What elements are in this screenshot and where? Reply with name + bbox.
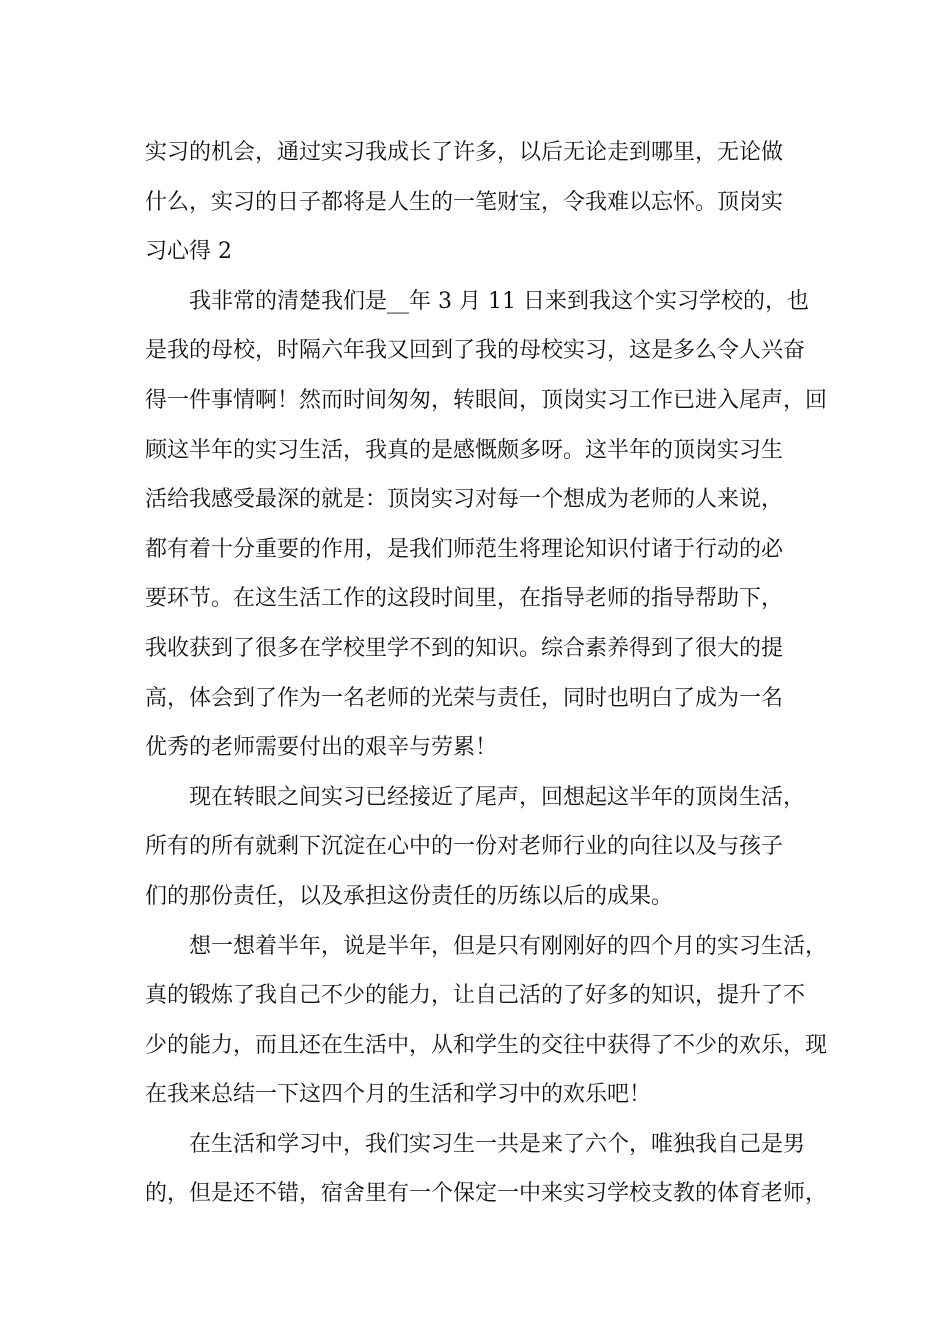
- text-line: 活给我感受最深的就是：顶岗实习对每一个想成为老师的人来说，: [145, 487, 784, 513]
- text-line: 优秀的老师需要付出的艰辛与劳累！: [145, 735, 498, 761]
- text-line: 少的能力，而且还在生活中，从和学生的交往中获得了不少的欢乐，现: [145, 1032, 828, 1058]
- text-line: 都有着十分重要的作用，是我们师范生将理论知识付诸于行动的必: [145, 536, 784, 562]
- text-line: 们的那份责任，以及承担这份责任的历练以后的成果。: [145, 883, 674, 909]
- text-line: 所有的所有就剩下沉淀在心中的一份对老师行业的向往以及与孩子: [145, 834, 784, 860]
- paragraph-start-line: 现在转眼之间实习已经接近了尾声，回想起这半年的顶岗生活，: [189, 784, 806, 810]
- text-line: 是我的母校，时隔六年我又回到了我的母校实习，这是多么令人兴奋: [145, 338, 806, 364]
- text-line: 高，体会到了作为一名老师的光荣与责任，同时也明白了成为一名: [145, 685, 784, 711]
- document-body: [145, 128, 835, 1219]
- text-line: 真的锻炼了我自己不少的能力，让自己活的了好多的知识，提升了不: [145, 983, 806, 1009]
- text-line: 在我来总结一下这四个月的生活和学习中的欢乐吧！: [145, 1082, 652, 1108]
- text-line: 顾这半年的实习生活，我真的是感慨颇多呀。这半年的顶岗实习生: [145, 437, 784, 463]
- text-line: 什么，实习的日子都将是人生的一笔财宝，令我难以忘怀。顶岗实: [145, 189, 784, 215]
- paragraph-start-line: 想一想着半年，说是半年，但是只有刚刚好的四个月的实习生活，: [189, 933, 828, 959]
- text-line: 得一件事情啊！然而时间匆匆，转眼间，顶岗实习工作已进入尾声，回: [145, 387, 828, 413]
- text-line: 习心得 2: [145, 239, 232, 265]
- text-line: 我收获到了很多在学校里学不到的知识。综合素养得到了很大的提: [145, 635, 784, 661]
- text-line: 要环节。在这生活工作的这段时间里，在指导老师的指导帮助下，: [145, 586, 784, 612]
- text-line: 的，但是还不错，宿舍里有一个保定一中来实习学校支教的体育老师，: [145, 1181, 828, 1207]
- text-line: 实习的机会，通过实习我成长了许多，以后无论走到哪里，无论做: [145, 140, 784, 165]
- paragraph-start-line: 在生活和学习中，我们实习生一共是来了六个，唯独我自己是男: [189, 1131, 806, 1157]
- paragraph-start-line: 我非常的清楚我们是__年 3 月 11 日来到我这个实习学校的，也: [189, 288, 809, 314]
